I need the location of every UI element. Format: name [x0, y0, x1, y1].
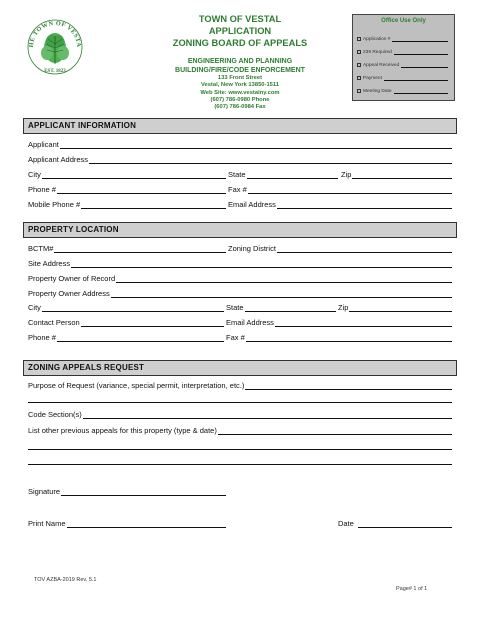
- field-applicant-address[interactable]: [28, 154, 452, 164]
- blank-line[interactable]: [28, 402, 452, 403]
- field-line[interactable]: [358, 520, 452, 528]
- field-label: Print Name: [28, 519, 66, 528]
- field-label: Site Address: [28, 259, 71, 268]
- field-label: Applicant Address: [28, 155, 89, 164]
- field-property-state[interactable]: [226, 302, 336, 312]
- field-label: Code Section(s): [28, 410, 82, 419]
- field-line[interactable]: [111, 290, 452, 298]
- field-line[interactable]: [245, 382, 452, 390]
- field-label: Email Address: [226, 318, 274, 327]
- header-board: ZONING BOARD OF APPEALS: [172, 38, 308, 48]
- field-zip[interactable]: [341, 169, 452, 179]
- field-line[interactable]: [89, 156, 452, 164]
- field-label: Property Owner Address: [28, 289, 110, 298]
- field-line[interactable]: [57, 334, 224, 342]
- field-label: Purpose of Request (variance, special permit, interpretation, etc.): [28, 381, 245, 390]
- field-label: Fax #: [228, 185, 247, 194]
- field-line[interactable]: [277, 245, 452, 253]
- office-row-label: Meeting Date: [363, 89, 392, 94]
- field-line[interactable]: [116, 275, 452, 283]
- office-row-payment: [357, 68, 450, 81]
- field-label: Phone #: [28, 333, 56, 342]
- field-state[interactable]: [228, 169, 338, 179]
- field-label: Phone #: [28, 185, 56, 194]
- field-line[interactable]: [83, 411, 452, 419]
- field-line[interactable]: [275, 319, 452, 327]
- field-label: State: [228, 170, 246, 179]
- office-row-meeting: [357, 81, 450, 94]
- field-purpose[interactable]: [28, 380, 452, 390]
- field-label: Contact Person: [28, 318, 80, 327]
- field-line[interactable]: [42, 304, 224, 312]
- header-fax: (607) 786-0984 Fax: [214, 104, 266, 111]
- header-phone: (607) 786-0980 Phone: [210, 96, 270, 103]
- field-property-phone[interactable]: [28, 332, 224, 342]
- form-id: TOV AZBA-2019 Rev. 5.1: [34, 577, 97, 583]
- checkbox[interactable]: [357, 37, 361, 41]
- field-line[interactable]: [57, 186, 226, 194]
- field-print-name[interactable]: [28, 518, 226, 528]
- field-line[interactable]: [42, 171, 226, 179]
- header-dept1: ENGINEERING AND PLANNING: [187, 58, 293, 65]
- header-application: APPLICATION: [208, 26, 272, 36]
- field-line[interactable]: [245, 304, 336, 312]
- field-line[interactable]: [81, 319, 224, 327]
- field-owner-address[interactable]: [28, 288, 452, 298]
- field-line[interactable]: [71, 260, 452, 268]
- field-line[interactable]: [349, 304, 452, 312]
- blank-line[interactable]: [28, 464, 452, 465]
- header-block: [150, 13, 330, 111]
- field-mobile[interactable]: [28, 199, 226, 209]
- field-label: List other previous appeals for this property (type & date): [28, 426, 217, 435]
- field-zoning-district[interactable]: [228, 243, 452, 253]
- field-line[interactable]: [218, 427, 452, 435]
- field-label: BCTM#: [28, 244, 54, 253]
- field-email[interactable]: [228, 199, 452, 209]
- field-line[interactable]: [67, 520, 226, 528]
- header-addr1: 133 Front Street: [217, 75, 263, 81]
- field-previous-appeals[interactable]: [28, 425, 452, 435]
- field-phone[interactable]: [28, 184, 226, 194]
- field-property-zip[interactable]: [338, 302, 452, 312]
- office-row-label: Application #: [363, 37, 391, 42]
- header-web: Web Site: www.vestalny.com: [200, 89, 280, 96]
- section-applicant-header: APPLICANT INFORMATION: [23, 118, 457, 134]
- office-row-label: 239 Required: [363, 50, 392, 55]
- town-seal: [26, 16, 84, 78]
- field-fax[interactable]: [228, 184, 452, 194]
- office-use-title: Office Use Only: [381, 18, 426, 24]
- field-label: Mobile Phone #: [28, 200, 81, 209]
- field-property-city[interactable]: [28, 302, 224, 312]
- field-label: Zip: [338, 303, 349, 312]
- office-row-label: Payment: [363, 76, 382, 81]
- field-label: City: [28, 170, 41, 179]
- field-label: Zoning District: [228, 244, 276, 253]
- field-applicant[interactable]: [28, 139, 452, 149]
- office-row-line[interactable]: [392, 37, 448, 42]
- field-line[interactable]: [352, 171, 452, 179]
- section-property-header: PROPERTY LOCATION: [23, 222, 457, 238]
- field-site-address[interactable]: [28, 258, 452, 268]
- blank-line[interactable]: [28, 449, 452, 450]
- header-town: TOWN OF VESTAL: [198, 14, 282, 24]
- office-row-appeal: [357, 55, 450, 68]
- field-label: State: [226, 303, 244, 312]
- office-use-box: [352, 14, 455, 101]
- seal-est-text: EST. 1823: [44, 69, 66, 74]
- checkbox[interactable]: [357, 50, 361, 54]
- field-property-fax[interactable]: [226, 332, 452, 342]
- field-line[interactable]: [248, 186, 452, 194]
- field-city[interactable]: [28, 169, 226, 179]
- field-line[interactable]: [61, 488, 226, 496]
- field-contact-person[interactable]: [28, 317, 224, 327]
- field-label: City: [28, 303, 41, 312]
- field-property-email[interactable]: [226, 317, 452, 327]
- section-request-header: ZONING APPEALS REQUEST: [23, 360, 457, 376]
- field-label: Email Address: [228, 200, 276, 209]
- field-date[interactable]: [338, 518, 452, 528]
- field-label: Fax #: [226, 333, 245, 342]
- office-row-line[interactable]: [401, 63, 448, 68]
- page-number: Page# 1 of 1: [396, 586, 428, 592]
- office-row-line[interactable]: [384, 76, 448, 81]
- office-row-line[interactable]: [394, 89, 448, 94]
- field-signature[interactable]: [28, 486, 226, 496]
- field-property-owner[interactable]: [28, 273, 452, 283]
- header-dept2: BUILDING/FIRE/CODE ENFORCEMENT: [175, 66, 305, 74]
- field-line[interactable]: [247, 171, 338, 179]
- office-row-label: Appeal Received: [363, 63, 400, 68]
- field-line[interactable]: [81, 201, 226, 209]
- field-line[interactable]: [60, 141, 452, 149]
- field-label: Applicant: [28, 140, 59, 149]
- office-row-239: [357, 42, 450, 55]
- field-line[interactable]: [277, 201, 452, 209]
- field-line[interactable]: [246, 334, 452, 342]
- field-code-section[interactable]: [28, 409, 452, 419]
- field-label: Signature: [28, 487, 61, 496]
- office-row-application: [357, 29, 450, 42]
- field-label: Zip: [341, 170, 352, 179]
- field-label: Property Owner of Record: [28, 274, 116, 283]
- field-line[interactable]: [54, 245, 226, 253]
- checkbox[interactable]: [357, 63, 361, 67]
- field-label: Date: [338, 519, 354, 528]
- checkbox[interactable]: [357, 89, 361, 93]
- svg-text:THE TOWN OF VESTAL: HE TOWN OF VESTA: [27, 19, 83, 48]
- header-addr2: Vestal, New York 13850-1511: [200, 82, 280, 89]
- field-bctm[interactable]: [28, 243, 226, 253]
- checkbox[interactable]: [357, 76, 361, 80]
- office-row-line[interactable]: [394, 50, 448, 55]
